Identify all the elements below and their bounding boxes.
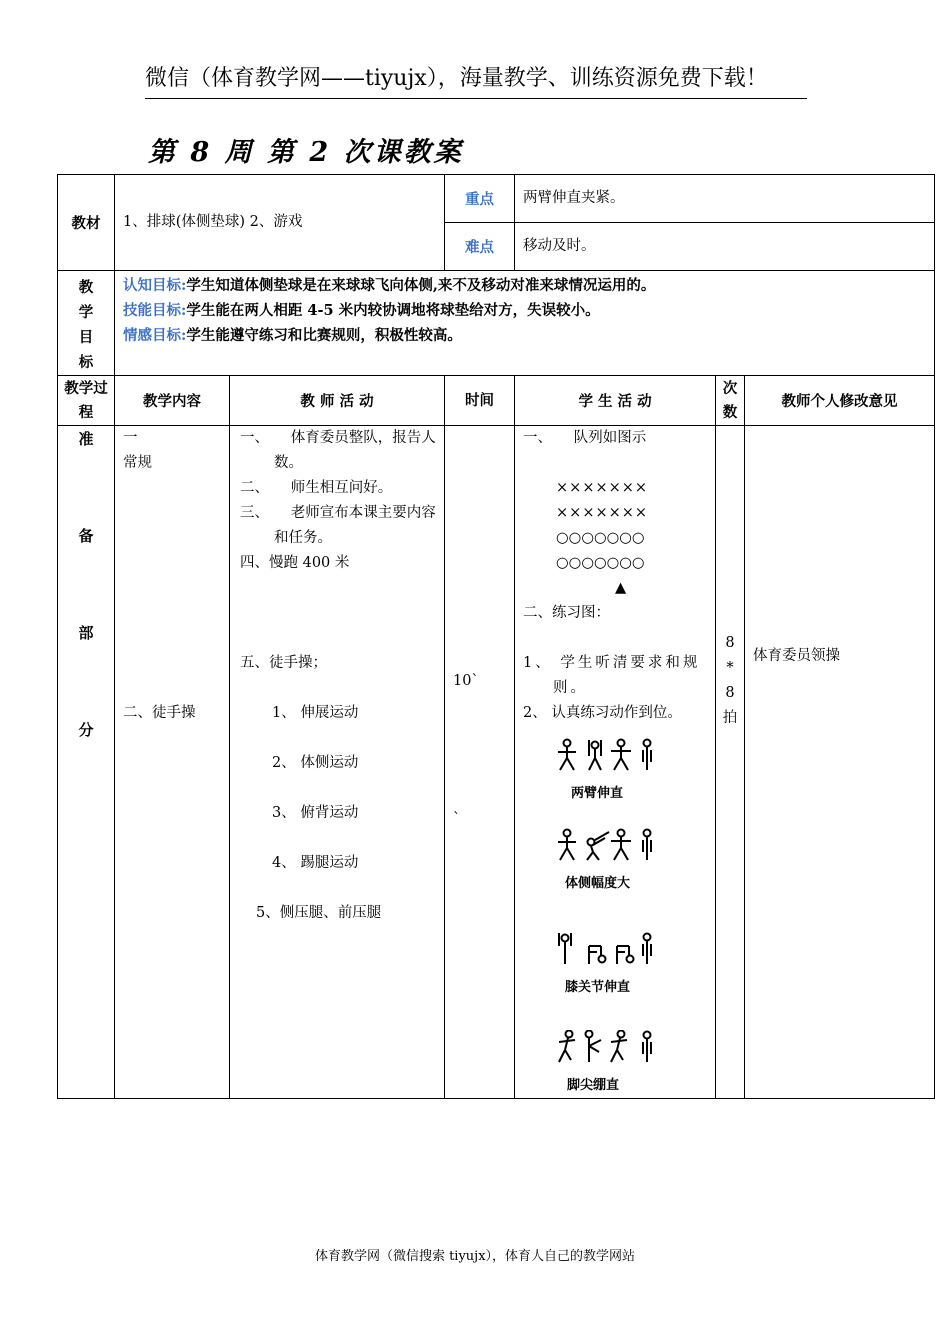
key-point-value: 两臂伸直夹紧。 (515, 175, 935, 223)
process-char: 备 (78, 527, 94, 545)
teacher-activity-cell (230, 426, 445, 1099)
col-header-teacher: 教 师 活 动 (230, 376, 445, 426)
material-value: 1、排球(体侧垫球) 2、游戏 (115, 175, 445, 271)
notes-value: 体育委员领操 (753, 648, 841, 664)
col-header-count: 次数 (716, 376, 745, 426)
formation-heading: 一、 队列如图示 (523, 430, 647, 446)
stick-figure-icon (586, 1031, 602, 1063)
stick-figure-icon (589, 740, 601, 770)
count-char: 8 (725, 685, 735, 701)
material-label: 教材 (58, 175, 115, 271)
exercise-figure (555, 1030, 707, 1098)
emotion-goal-label: 情感目标: (123, 327, 187, 344)
stick-figure-icon (558, 740, 576, 771)
content-item: 一 (123, 430, 138, 446)
student-step: 1、 学生听清要求和规则。 (523, 655, 701, 696)
emotion-goal-text: 学生能遵守练习和比赛规则，积极性较高。 (186, 327, 462, 344)
teacher-item: 3、 俯背运动 (272, 805, 359, 821)
teacher-item: 三、 老师宣布本课主要内容和任务。 (240, 505, 436, 546)
time-value: 10` (453, 673, 479, 689)
teacher-item: 一、 体育委员整队，报告人数。 (240, 430, 436, 471)
figure-label: 体侧幅度大 (565, 876, 631, 891)
stick-figures-arms-straight (555, 738, 659, 772)
footer: 体育教学网（微信搜索 tiyujx），体育人自己的教学网站 (314, 1249, 636, 1264)
stick-figure-icon (611, 1031, 627, 1063)
figure-label: 膝关节伸直 (565, 980, 631, 995)
skill-goal-text: 学生能在两人相距 4-5 米内较协调地将球垫给对方，失误较小。 (186, 302, 600, 319)
goals-label-char: 标 (78, 354, 94, 371)
exercise-figure (555, 828, 707, 896)
process-cell (58, 426, 115, 1099)
teacher-position-marker: ▲ (615, 580, 627, 596)
exercise-figure (555, 932, 707, 1000)
content-cell (115, 426, 230, 1099)
stick-figure-icon (589, 946, 606, 964)
goals-text (115, 271, 935, 376)
stick-figure-icon (617, 946, 634, 964)
teacher-item: 5、侧压腿、前压腿 (256, 905, 382, 921)
key-point-label: 重点 (445, 175, 515, 223)
count-char: 拍 (722, 710, 738, 726)
stick-figure-icon (587, 832, 609, 860)
teacher-item: 四、慢跑 400 米 (240, 555, 350, 571)
stick-figures-side-reach (555, 828, 659, 862)
teacher-item: 二、 师生相互问好。 (240, 480, 393, 496)
figure-label: 脚尖绷直 (567, 1078, 620, 1093)
teacher-item: 五、徒手操； (240, 655, 327, 671)
formation-row: ○○○○○○○ (556, 530, 645, 546)
formation-row: ○○○○○○○ (556, 555, 645, 571)
process-char: 部 (78, 624, 94, 642)
stick-figure-icon (559, 933, 571, 964)
student-activity-cell (515, 426, 716, 1099)
goals-label (58, 271, 115, 376)
count-char: * (726, 660, 734, 676)
student-step: 2、 认真练习动作到位。 (523, 705, 682, 721)
practice-heading: 二、练习图： (523, 605, 611, 621)
stick-figure-icon (643, 934, 651, 965)
col-header-notes: 教师个人修改意见 (745, 376, 935, 426)
stick-figure-icon (643, 1032, 651, 1063)
col-header-student: 学 生 活 动 (515, 376, 716, 426)
goals-label-char: 目 (78, 329, 94, 346)
document-title: 第 8 周 第 2 次课教案 (148, 137, 464, 168)
stick-figures-toes-pointed (555, 1030, 659, 1064)
figure-label: 两臂伸直 (571, 786, 624, 801)
process-char: 分 (78, 721, 94, 739)
cognitive-goal-text: 学生知道体侧垫球是在来球球飞向体侧,来不及移动对准来球情况运用的。 (186, 277, 656, 294)
formation-row: ××××××× (556, 505, 649, 521)
teacher-item: 1、 伸展运动 (272, 705, 359, 721)
col-header-time: 时间 (445, 376, 515, 426)
teacher-item: 4、 踢腿运动 (272, 855, 359, 871)
skill-goal-label: 技能目标: (123, 302, 187, 319)
stick-figure-icon (558, 830, 576, 861)
stick-figure-icon (611, 830, 631, 861)
col-header-process: 教学过程 (58, 376, 115, 426)
stick-figure-icon (559, 1031, 575, 1063)
formation-row: ××××××× (556, 480, 649, 496)
exercise-figure (555, 738, 707, 806)
time-cell (445, 426, 515, 1099)
col-header-content: 教学内容 (115, 376, 230, 426)
difficulty-value: 移动及时。 (515, 223, 935, 271)
content-item: 二、徒手操 (123, 705, 196, 721)
lesson-plan-table (57, 174, 935, 1099)
stick-figures-knee-straight (555, 932, 659, 966)
goals-label-char: 教 (78, 279, 94, 296)
notes-cell (745, 426, 935, 1099)
header-banner: 微信（体育教学网——tiyujx），海量教学、训练资源免费下载！ (145, 64, 807, 99)
time-tick: ` (453, 811, 461, 827)
count-cell (716, 426, 745, 1099)
count-char: 8 (725, 635, 735, 651)
difficulty-label: 难点 (445, 223, 515, 271)
stick-figure-icon (611, 740, 631, 771)
cognitive-goal-label: 认知目标: (123, 277, 187, 294)
content-item: 常规 (123, 455, 152, 471)
stick-figure-icon (643, 830, 651, 861)
process-char: 准 (78, 430, 94, 448)
goals-label-char: 学 (78, 304, 94, 321)
stick-figure-icon (643, 740, 651, 771)
teacher-item: 2、 体侧运动 (272, 755, 359, 771)
